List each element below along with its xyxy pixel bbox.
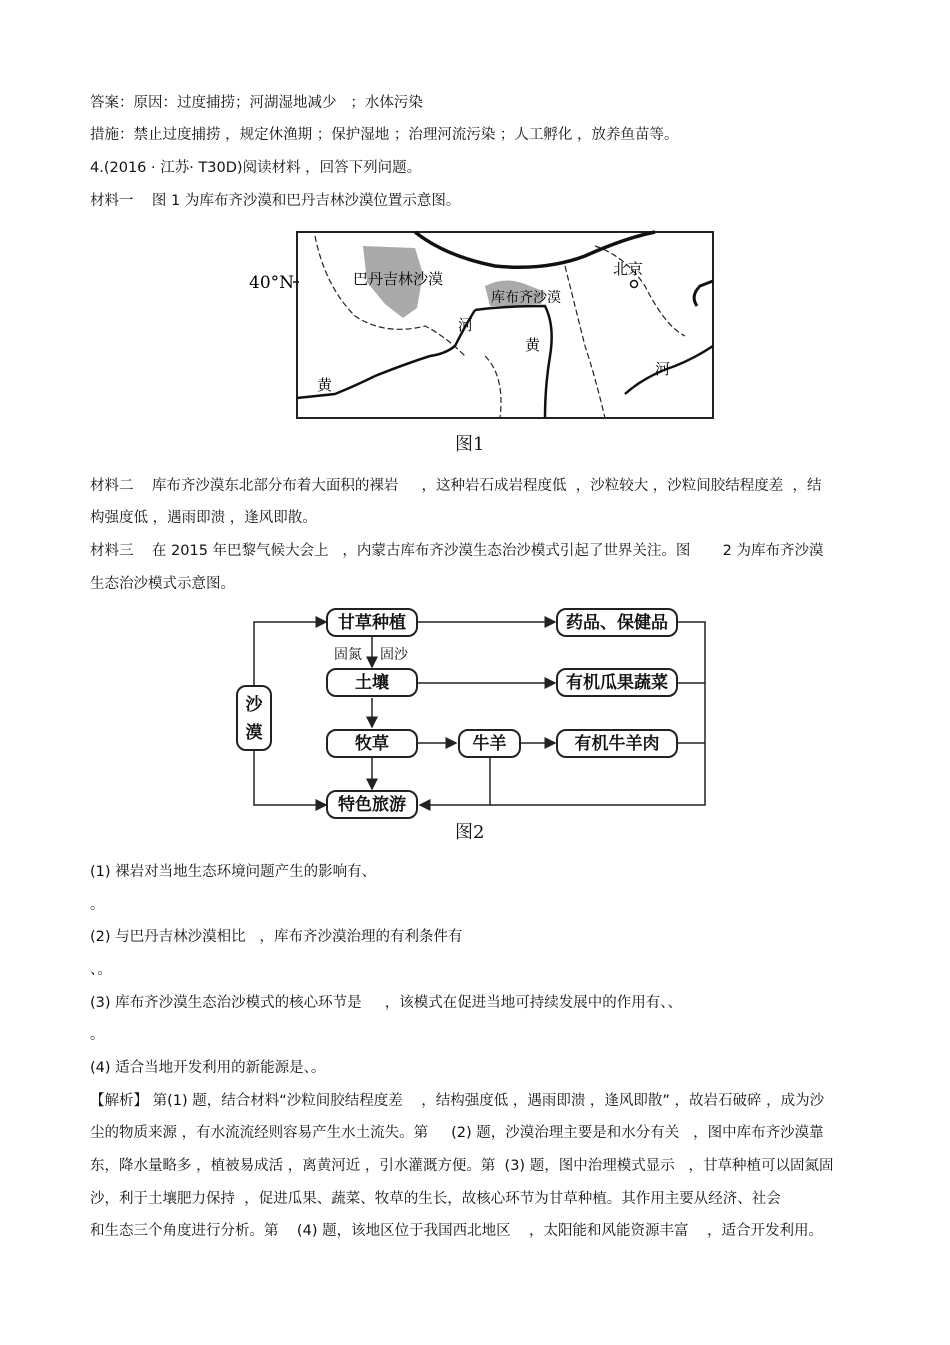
river-label-huang2: 黄 [317,376,333,394]
figure-1-caption: 图1 [455,434,485,455]
answer-line: 答案：原因：过度捕捞；河湖湿地减少 ；水体污染 [90,95,423,111]
river-label-he1: 河 [458,316,474,334]
figure-1-map [245,226,715,456]
map-svg [245,226,715,456]
analysis-4: 沙，利于土壤肥力保持 ，促进瓜果、蔬菜、牧草的生长，故核心环节为甘草种植。其作用主要从经济、社会 [90,1191,781,1207]
figure-2-flowchart [230,605,720,840]
badain-label: 巴丹吉林沙漠 [353,270,444,288]
material-two: 材料二 库布齐沙漠东北部分布着大面积的裸岩 ，这种岩石成岩程度低 ，沙粒较大 ，沙粒间胶结程度差 ，结 [90,478,822,494]
question-2-blank: 、。 [90,962,112,978]
question-1-blank: 。 [90,897,105,913]
box-turang: 土壤 [326,668,418,697]
figure-2-caption: 图2 [455,822,485,843]
question-3-blank: 。 [90,1027,105,1043]
analysis-3: 东，降水量略多 ，植被易成活 ，离黄河近 ，引水灌溉方便。第 (3) 题，图中治理模式显示 ，甘草种植可以固氮固 [90,1158,834,1174]
analysis-1: 【解析】 第(1) 题，结合材料“沙粒间胶结程度差 ，结构强度低 ，遇雨即溃 ，逢风即散” ，故岩石破碎 ，成为沙 [90,1093,825,1109]
question-1: (1) 裸岩对当地生态环境问题产生的影响有、 [90,864,377,880]
river-label-huang1: 黄 [525,336,541,354]
question-4: (4) 适合当地开发利用的新能源是、。 [90,1060,326,1076]
analysis-5: 和生态三个角度进行分析。第 (4) 题，该地区位于我国西北地区 ，太阳能和风能资源丰富 ，适合开发利用。 [90,1223,823,1239]
analysis-2: 尘的物质来源 ，有水流流经则容易产生水土流失。第 (2) 题，沙漠治理主要是和水分有关 ，图中库布齐沙漠靠 [90,1125,824,1141]
kubuqi-label: 库布齐沙漠 [491,290,561,306]
material-two-cont: 构强度低 ，遇雨即溃 ，逢风即散。 [90,510,317,526]
material-three-cont: 生态治沙模式示意图。 [90,576,235,592]
question-2: (2) 与巴丹吉林沙漠相比 ，库布齐沙漠治理的有利条件有 [90,929,463,945]
label-gudan: 固氮 [334,647,362,663]
box-lvyou: 特色旅游 [326,790,418,819]
box-gancao: 甘草种植 [326,608,418,637]
material-one: 材料一 图 1 为库布齐沙漠和巴丹吉林沙漠位置示意图。 [90,193,461,209]
box-mucao: 牧草 [326,729,418,758]
beijing-label: 北京 [613,260,644,278]
box-desert: 沙漠 [236,685,272,751]
river-label-he2: 河 [655,360,671,378]
label-gusha: 固沙 [380,647,408,663]
measures-line: 措施：禁止过度捕捞 ，规定休渔期 ；保护湿地 ；治理河流污染 ；人工孵化 ，放养鱼苗等。 [90,127,679,143]
box-yaopin: 药品、保健品 [556,608,678,637]
map-frame [297,232,713,418]
question-header: 4.(2016 · 江苏· T30D)阅读材料 ，回答下列问题。 [90,160,422,176]
question-3: (3) 库布齐沙漠生态治沙模式的核心环节是 ，该模式在促进当地可持续发展中的作用有、、 [90,995,682,1011]
box-niuyang: 牛羊 [458,729,521,758]
latitude-label: 40°N [249,273,295,293]
box-niurou: 有机牛羊肉 [556,729,678,758]
flow-lines [230,605,720,840]
material-three: 材料三 在 2015 年巴黎气候大会上 ，内蒙古库布齐沙漠生态治沙模式引起了世界关注。图 2 为库布齐沙漠 [90,543,824,559]
box-guaguo: 有机瓜果蔬菜 [556,668,678,697]
